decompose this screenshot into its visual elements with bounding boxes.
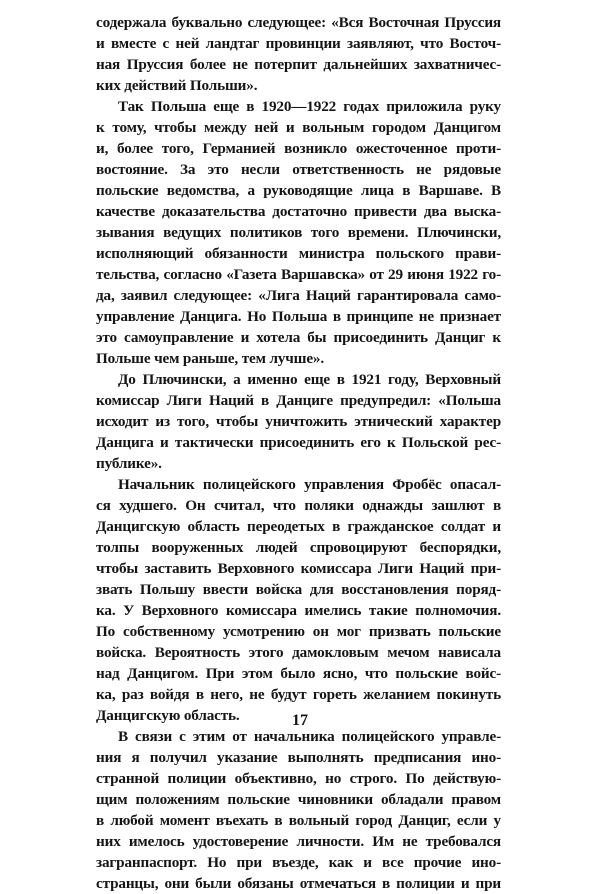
text-line: странной полиции объективно, но строго. По действую- xyxy=(96,770,501,787)
text-line: тельства, согласно «Газета Варшавска» от 29 июня 1922 го- xyxy=(96,266,501,283)
text-line: них имелось удостоверение личности. Им не требовался xyxy=(96,833,501,850)
text-line: управление Данцига. Но Польша в принципе не признает xyxy=(96,308,501,325)
text-line: Начальник полицейского управления Фробёс опасал- xyxy=(118,476,501,493)
text-line: странцы, они были обязаны отмечаться в полиции и при xyxy=(96,875,501,892)
text-line: По собственному усмотрению он мог призвать польские xyxy=(96,623,501,640)
text-line: щим положениям польские чиновники обладали правом xyxy=(96,791,501,808)
text-line: исполняющий обязанности министра польского прави- xyxy=(96,245,501,262)
text-line: В связи с этим от начальника полицейского управле- xyxy=(118,728,501,745)
text-line: толпы вооруженных людей спровоцируют беспорядки, xyxy=(96,539,501,556)
text-line: востояние. За это несли ответственность не рядовые xyxy=(96,161,501,178)
text-line: чтобы заставить Верховного комиссара Лиги Наций при- xyxy=(96,560,501,577)
text-line: это самоуправление и хотела бы присоединить Данциг к xyxy=(96,329,501,346)
paragraph xyxy=(96,726,501,894)
text-line: к тому, чтобы между ней и вольным городом Данцигом xyxy=(96,119,501,136)
paragraph xyxy=(96,96,501,369)
text-line: качестве доказательства достаточно привести два выска- xyxy=(96,203,501,220)
text-line: содержала буквально следующее: «Вся Восточная Пруссия xyxy=(96,14,501,31)
text-line: ка, раз войдя в него, не будут гореть желанием покинуть xyxy=(96,686,501,703)
text-line: ния я получил указание выполнять предписания ино- xyxy=(96,749,501,766)
page-number: 17 xyxy=(292,712,308,729)
body-text xyxy=(96,12,501,894)
text-line: исходит из того, чтобы уничтожить этнический характер xyxy=(96,413,501,430)
text-line: комиссар Лиги Наций в Данциге предупредил: «Польша xyxy=(96,392,501,409)
text-line: над Данцигом. При этом было ясно, что польские войс- xyxy=(96,665,501,682)
text-line: ка. У Верховного комиссара имелись такие полномочия. xyxy=(96,602,501,619)
text-line: звать Польшу ввести войска для восстановления поряд- xyxy=(96,581,501,598)
text-line: войска. Вероятность этого дамокловым мечом нависала xyxy=(96,644,501,661)
text-line: зывания ведущих политиков того времени. Плючински, xyxy=(96,224,501,241)
text-line: польские ведомства, а руководящие лица в Варшаве. В xyxy=(96,182,501,199)
text-line: ких действий Польши». xyxy=(96,77,258,94)
text-line: До Плючински, а именно еще в 1921 году, Верховный xyxy=(118,371,501,388)
text-line: Данцига и тактически присоединить его к Польской рес- xyxy=(96,434,501,451)
text-line: загранпаспорт. Но при въезде, как и все прочие ино- xyxy=(96,854,501,871)
text-line: и вместе с ней ландтаг провинции заявляют, что Восточ- xyxy=(96,35,501,52)
text-line: да, заявил следующее: «Лига Наций гарантировала само- xyxy=(96,287,501,304)
text-line: Так Польша еще в 1920—1922 годах приложила руку xyxy=(118,98,501,115)
text-line: ная Пруссия более не потерпит дальнейших захватничес- xyxy=(96,56,501,73)
paragraph xyxy=(96,369,501,474)
text-line: Польше чем раньше, тем лучше». xyxy=(96,350,325,367)
text-line: публике». xyxy=(96,455,162,472)
text-line: ся худшего. Он считал, что поляки однажды зашлют в xyxy=(96,497,501,514)
text-line: в любой момент въехать в вольный город Данциг, если у xyxy=(96,812,501,829)
text-line: Данцигскую область. xyxy=(96,707,240,724)
paragraph xyxy=(96,12,501,96)
text-line: и, более того, Германией возникло ожесточенное проти- xyxy=(96,140,501,157)
text-line: Данцигскую область переодетых в гражданское солдат и xyxy=(96,518,501,535)
paragraph xyxy=(96,474,501,726)
